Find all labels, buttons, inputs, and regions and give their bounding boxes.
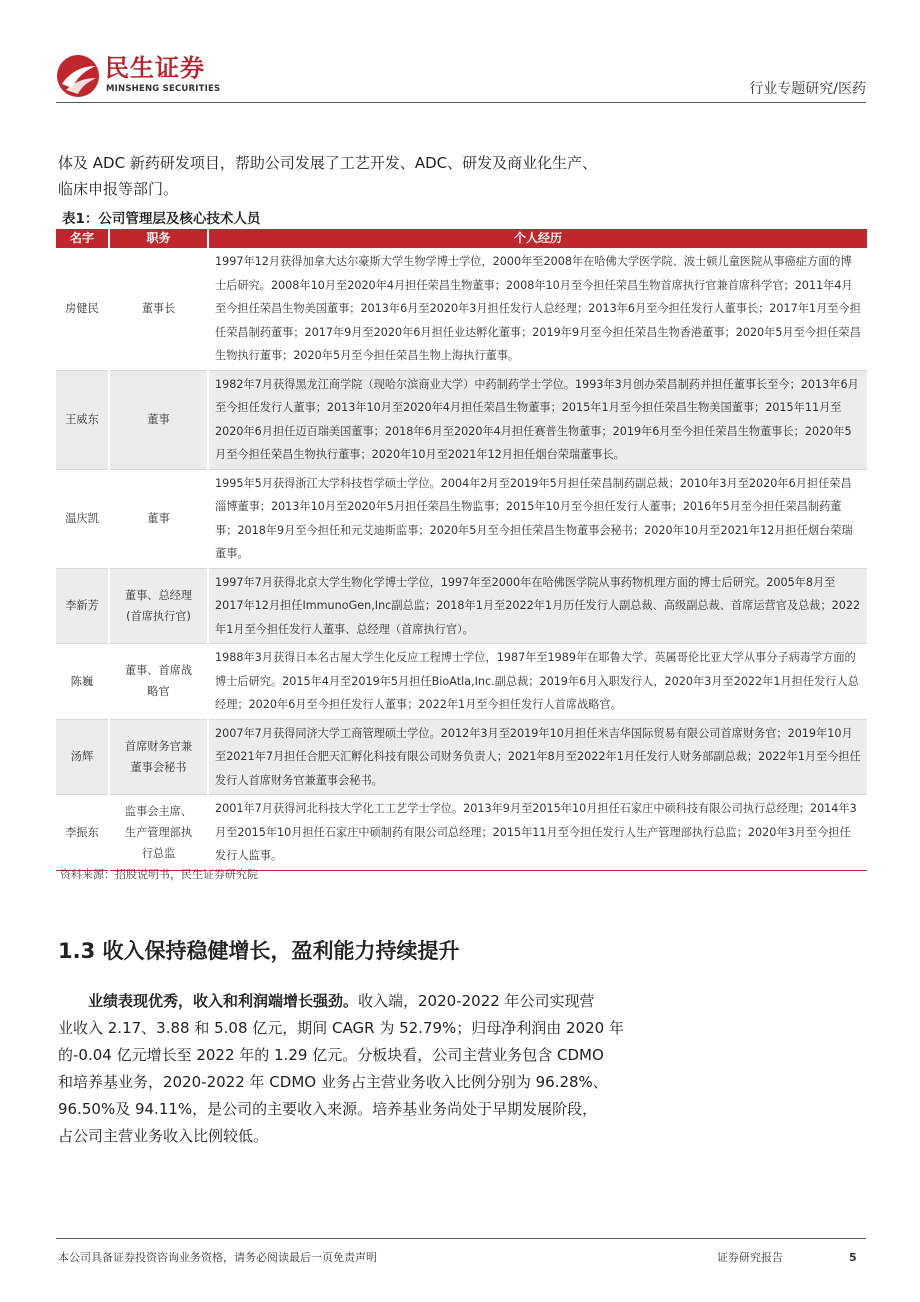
role-line: 董事 xyxy=(147,413,170,426)
body-line-2: 业收入 2.17、3.88 和 5.08 亿元，期间 CAGR 为 52.79%；归母净利润由 2020 年 xyxy=(58,1019,624,1037)
intro-line-1: 体及 ADC 新药研发项目，帮助公司发展了工艺开发、ADC、研发及商业化生产、 xyxy=(58,154,598,172)
cell-name: 汤辉 xyxy=(56,719,109,795)
role-line: 董事、总经理 xyxy=(124,588,193,602)
page-number: 5 xyxy=(849,1251,857,1264)
logo-mark-icon xyxy=(56,54,100,98)
cell-name: 李振东 xyxy=(56,795,109,871)
cell-bio: 2001年7月获得河北科技大学化工工艺学士学位。2013年9月至2015年10月担任石家庄中硕科技有限公司执行总经理；2014年3月至2015年10月担任石家庄中硕制药有限公司总经理；2015年11月至今担任发行人生产管理部执行总监；2020年3月至今担任发行人监事。 xyxy=(208,795,867,871)
cell-name: 温庆凯 xyxy=(56,469,109,568)
footer-report-type: 证券研究报告 xyxy=(717,1251,783,1264)
body-lead-bold: 业绩表现优秀，收入和利润端增长强劲。 xyxy=(88,992,359,1010)
logo-english-name: MINSHENG SECURITIES xyxy=(106,84,221,94)
table-row xyxy=(56,370,867,469)
cell-role xyxy=(109,370,208,469)
cell-bio: 2007年7月获得同济大学工商管理硕士学位。2012年3月至2019年10月担任米吉华国际贸易有限公司首席财务官；2019年10月至2021年7月担任合肥天汇孵化科技有限公司财务负责人；2021年8月至2022年1月任发行人财务部副总裁；2022年1月至今担任发行人首席财务官兼董事会秘书。 xyxy=(208,719,867,795)
role-line: 董事会秘书 xyxy=(130,760,187,774)
section-body xyxy=(58,988,624,1150)
role-line: 董事长 xyxy=(141,302,176,316)
cell-bio: 1988年3月获得日本名古屋大学生化反应工程博士学位，1987年至1989年在耶鲁大学、英属哥伦比亚大学从事分子病毒学方面的博士后研究。2015年4月至2019年5月担任BioAtla,Inc.副总裁；2019年6月入职发行人，2020年3月至2022年1月担任发行人总经理；2020年6月至今担任发行人董事；2022年1月至今担任发行人首席战略官。 xyxy=(208,644,867,720)
cell-bio: 1997年12月获得加拿大达尔豪斯大学生物学博士学位，2000年至2008年在哈佛大学医学院、波士顿儿童医院从事癌症方面的博士后研究。2008年10月至2020年4月担任荣昌生物董事；2008年10月至今担任荣昌生物首席执行官兼首席科学官；2011年4月至今担任荣昌生物美国董事；2013年6月至2020年3月担任发行人总经理；2013年6月至今担任发行人董事长；2017年1月至今担任荣昌制药董事；2017年9月至2020年6月担任业达孵化董事；2019年9月至今担任荣昌生物香港董事；2020年5月至今担任荣昌生物执行董事；2020年5月至今担任荣昌生物上海执行董事。 xyxy=(208,248,867,370)
header-name: 名字 xyxy=(56,229,109,248)
cell-name: 王威东 xyxy=(56,370,109,469)
logo-chinese-name: 民生证券 xyxy=(105,54,205,82)
cell-name: 陈巍 xyxy=(56,644,109,720)
report-category: 行业专题研究/医药 xyxy=(749,81,866,97)
cell-role xyxy=(109,568,208,644)
footer-disclaimer: 本公司具备证券投资咨询业务资格，请务必阅读最后一页免责声明 xyxy=(58,1251,377,1264)
table-row xyxy=(56,644,867,720)
cell-name: 李新芳 xyxy=(56,568,109,644)
role-line: (首席执行官) xyxy=(126,609,191,623)
cell-name: 房健民 xyxy=(56,248,109,370)
body-line-4: 和培养基业务，2020-2022 年 CDMO 业务占主营业务收入比例分别为 96.28%、 xyxy=(58,1073,608,1091)
section-heading: 1.3 收入保持稳健增长，盈利能力持续提升 xyxy=(58,939,460,963)
role-line: 行总监 xyxy=(141,846,176,860)
header-bio: 个人经历 xyxy=(208,229,867,248)
role-line: 首席财务官兼 xyxy=(124,739,193,753)
management-table xyxy=(56,229,867,871)
table-row xyxy=(56,248,867,370)
cell-role xyxy=(109,795,208,871)
cell-bio: 1997年7月获得北京大学生物化学博士学位，1997年至2000年在哈佛医学院从事药物机理方面的博士后研究。2005年8月至2017年12月担任ImmunoGen,Inc副总监；2018年1月至2022年1月历任发行人副总裁、高级副总裁、首席运营官及总裁；2022年1月至今担任发行人董事、总经理（首席执行官）。 xyxy=(208,568,867,644)
cell-role xyxy=(109,644,208,720)
table-header-row xyxy=(56,229,867,248)
table-title: 表1：公司管理层及核心技术人员 xyxy=(62,211,261,227)
table-row xyxy=(56,568,867,644)
cell-role xyxy=(109,719,208,795)
body-line-5: 96.50%及 94.11%，是公司的主要收入来源。培养基业务尚处于早期发展阶段， xyxy=(58,1100,598,1118)
header-divider xyxy=(56,102,866,103)
footer-divider xyxy=(56,1238,866,1239)
table-row xyxy=(56,719,867,795)
cell-bio: 1995年5月获得浙江大学科技哲学硕士学位。2004年2月至2019年5月担任荣昌制药副总裁；2010年3月至2020年6月担任荣昌淄博董事；2013年10月至2020年5月担任荣昌生物监事；2015年10月至今担任发行人董事；2016年5月至今担任荣昌制药董事；2018年9月至今担任和元艾迪斯监事；2020年5月至今担任荣昌生物董事会秘书；2020年10月至2021年12月担任烟台荣瑞董事。 xyxy=(208,469,867,568)
table-row xyxy=(56,469,867,568)
page-header xyxy=(56,52,866,102)
role-line: 董事、首席战 xyxy=(124,664,193,678)
body-line-1 xyxy=(58,988,618,1015)
header-role: 职务 xyxy=(109,229,208,248)
table-source-note: 资料来源：招股说明书，民生证券研究院 xyxy=(60,868,258,881)
cell-role xyxy=(109,248,208,370)
table-row xyxy=(56,795,867,871)
body-line-1-rest: 收入端，2020-2022 年公司实现营 xyxy=(358,992,595,1010)
role-line: 略官 xyxy=(147,685,170,699)
role-line: 监事会主席、 xyxy=(124,804,193,818)
company-logo xyxy=(56,52,226,102)
cell-bio: 1982年7月获得黑龙江商学院（现哈尔滨商业大学）中药制药学士学位。1993年3月创办荣昌制药并担任董事长至今；2013年6月至今担任发行人董事；2013年10月至2020年4月担任荣昌生物董事；2015年1月至今担任荣昌生物美国董事；2015年11月至2020年6月担任迈百瑞美国董事；2018年6月至2020年4月担任赛普生物董事；2019年6月至今担任荣昌生物董事长；2020年5月至今担任荣昌生物执行董事；2020年10月至2021年12月担任烟台荣瑞董事长。 xyxy=(208,370,867,469)
body-line-3: 的-0.04 亿元增长至 2022 年的 1.29 亿元。分板块看，公司主营业务包含 CDMO xyxy=(58,1046,604,1064)
role-line: 董事 xyxy=(147,512,170,525)
cell-role xyxy=(109,469,208,568)
intro-line-2: 临床申报等部门。 xyxy=(58,180,179,198)
body-line-6: 占公司主营业务收入比例较低。 xyxy=(58,1127,269,1145)
role-line: 生产管理部执 xyxy=(124,825,193,839)
